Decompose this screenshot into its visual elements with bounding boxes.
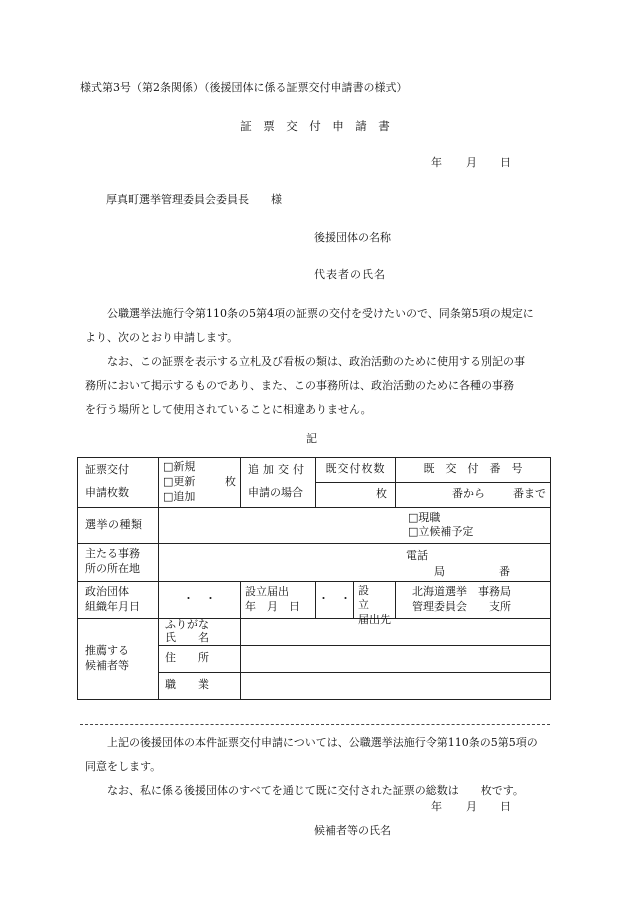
addressee: 厚真町選挙管理委員会委員長 様 <box>106 193 282 206</box>
date-year-label: 年 <box>431 156 442 169</box>
registration-date-field[interactable]: ・ ・ <box>316 582 354 618</box>
registration-dest-label <box>354 582 395 627</box>
recommended-candidate-label <box>78 618 159 699</box>
body-p1-line2: より、次のとおり申請します。 <box>85 331 239 344</box>
to-label: 番まで <box>513 487 546 501</box>
ki-heading: 記 <box>306 432 317 445</box>
phone-label: 電話 <box>406 548 428 562</box>
office-address-label <box>78 543 159 581</box>
office-address-label-top: 主たる事務 <box>85 547 140 561</box>
option-renew[interactable]: □更新 <box>163 474 196 488</box>
registration-dest-label-bottom: 届出先 <box>358 613 391 627</box>
date-month-label: 月 <box>466 156 477 169</box>
org-established-date-field[interactable]: ・ ・ <box>159 581 241 618</box>
candidate-name-label <box>159 618 241 645</box>
consent-line2: 同意をします。 <box>85 760 162 773</box>
additional-issue-label-top: 追加交付 <box>248 463 308 477</box>
org-name-label: 後援団体の名称 <box>314 231 391 244</box>
additional-issue-label <box>241 458 316 508</box>
option-new[interactable]: □新規 <box>163 460 196 473</box>
election-type-field[interactable] <box>159 507 551 543</box>
consent-line3: なお、私に係る後援団体のすべてを通じて既に交付された証票の総数は 枚です。 <box>107 784 524 797</box>
phone-number-label: 番 <box>499 564 510 578</box>
document-title: 証 票 交 付 申 請 書 <box>240 119 390 133</box>
option-add[interactable]: □追加 <box>163 489 196 503</box>
body-p2-line1: なお、この証票を表示する立札及び看板の類は、政治活動のために使用する別記の事 <box>107 355 525 368</box>
sheets-count-label-bottom: 申請枚数 <box>85 486 129 500</box>
date-day-label: 日 <box>500 156 511 169</box>
consent-year-label: 年 <box>431 800 442 813</box>
issued-count-header: 既交付枚数 <box>316 458 396 483</box>
candidate-name-field[interactable] <box>241 618 551 645</box>
issued-count-field[interactable] <box>316 482 396 507</box>
additional-issue-label-bottom: 申請の場合 <box>248 486 303 500</box>
form-reference: 様式第3号（第2条関係）（後援団体に係る証票交付申請書の様式） <box>80 81 408 94</box>
name-label: 氏 名 <box>165 630 209 644</box>
furigana-label: ふりがな <box>165 617 209 631</box>
consent-text <box>85 731 555 803</box>
option-incumbent[interactable]: □現職 <box>408 510 441 524</box>
registration-date-cell <box>316 581 396 627</box>
option-candidate[interactable]: □立候補予定 <box>408 524 474 538</box>
registration-date-label <box>241 581 316 618</box>
application-type-options <box>159 458 241 508</box>
election-type-label: 選挙の種類 <box>78 507 159 543</box>
body-text <box>85 302 555 422</box>
registration-dest-field[interactable] <box>396 581 551 618</box>
candidate-occupation-field[interactable] <box>241 672 551 699</box>
body-p2-line3: を行う場所として使用されていることに相違ありません。 <box>85 403 372 416</box>
org-established-label <box>78 581 159 618</box>
office-address-field[interactable] <box>159 543 551 581</box>
registration-date-label-top: 設立届出 <box>245 584 289 598</box>
recommended-candidate-label-bottom: 候補者等 <box>85 658 129 672</box>
issued-number-header: 既 交 付 番 号 <box>396 458 551 483</box>
registration-dest-org-bottom: 管理委員会 支所 <box>412 599 511 613</box>
sheets-count-label <box>78 458 159 508</box>
phone-bureau-label: 局 <box>434 564 445 578</box>
registration-dest-org-top: 北海道選挙 事務局 <box>412 584 511 598</box>
org-established-label-top: 政治団体 <box>85 584 129 598</box>
application-table <box>77 457 551 700</box>
candidate-address-field[interactable] <box>241 645 551 672</box>
sheets-count-label-top: 証票交付 <box>85 463 129 477</box>
org-established-label-bottom: 組織年月日 <box>85 599 140 613</box>
sheets-unit: 枚 <box>225 474 236 488</box>
candidate-occupation-label: 職 業 <box>159 672 241 699</box>
body-p1-line1: 公職選挙法施行令第110条の5第4項の証票の交付を受けたいので、同条第5項の規定に <box>107 307 534 320</box>
candidate-address-label: 住 所 <box>159 645 241 672</box>
body-p2-line2: 務所において掲示するものであり、また、この事務所は、政治活動のために各種の事務 <box>85 379 514 392</box>
office-address-label-bottom: 所の所在地 <box>85 562 140 576</box>
recommended-candidate-label-top: 推薦する <box>85 643 129 657</box>
consent-month-label: 月 <box>466 800 477 813</box>
candidate-signature-label: 候補者等の氏名 <box>314 824 391 837</box>
registration-dest-label-top: 設 立 <box>358 583 391 612</box>
consent-line1: 上記の後援団体の本件証票交付申請については、公職選挙法施行令第110条の5第5項の <box>107 736 538 749</box>
from-label: 番から <box>452 487 485 501</box>
registration-date-label-bottom: 年 月 日 <box>245 599 300 613</box>
consent-day-label: 日 <box>500 800 511 813</box>
issued-count-unit: 枚 <box>376 487 387 501</box>
issued-number-field[interactable] <box>396 482 551 507</box>
representative-name-label: 代表者の氏名 <box>314 268 386 281</box>
dotted-separator <box>80 724 550 725</box>
